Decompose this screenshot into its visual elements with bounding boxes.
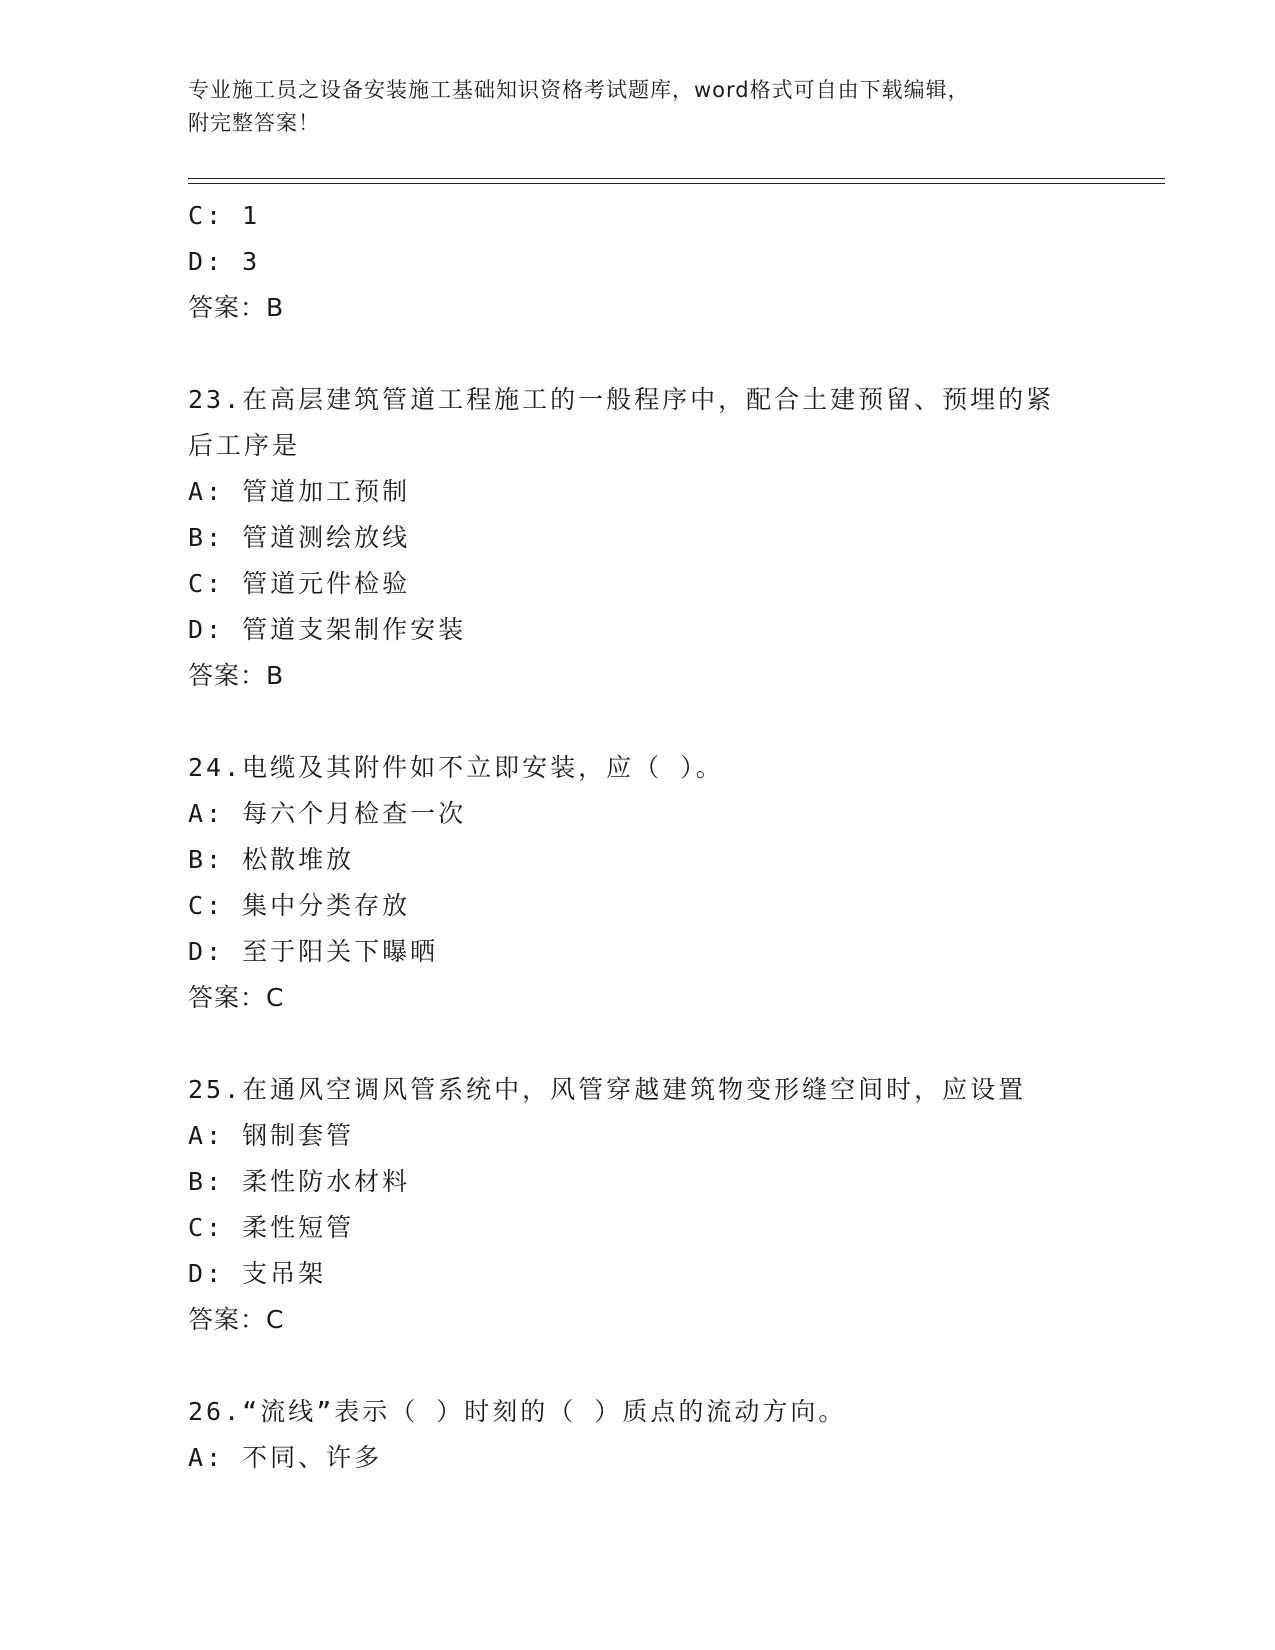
spacer: [188, 699, 1148, 745]
answer: 答案：C: [188, 1305, 285, 1334]
header-line-1: 专业施工员之设备安装施工基础知识资格考试题库，word格式可自由下载编辑，: [188, 78, 970, 102]
document-body: [188, 193, 1148, 1481]
spacer: [188, 331, 1148, 377]
option-b: B: 柔性防水材料: [188, 1167, 411, 1196]
question-22-tail: [188, 193, 1148, 331]
spacer: [188, 1021, 1148, 1067]
question-stem: 24.电缆及其附件如不立即安装，应（ ）。: [188, 753, 724, 782]
option-d: D: 管道支架制作安装: [188, 615, 467, 644]
option-a: A: 不同、许多: [188, 1443, 383, 1472]
option-d: D: 3: [188, 247, 261, 276]
question-stem: 25.在通风空调风管系统中，风管穿越建筑物变形缝空间时，应设置: [188, 1075, 1027, 1104]
option-b: B: 管道测绘放线: [188, 523, 411, 552]
header-line-2: 附完整答案！: [188, 111, 320, 135]
answer: 答案：B: [188, 293, 285, 322]
header-divider-top: [188, 178, 1165, 179]
document-header: [188, 74, 1088, 140]
option-d: D: 至于阳关下曝晒: [188, 937, 439, 966]
option-a: A: 每六个月检查一次: [188, 799, 467, 828]
answer: 答案：C: [188, 983, 285, 1012]
question-23: [188, 377, 1148, 699]
option-a: A: 钢制套管: [188, 1121, 355, 1150]
question-26: [188, 1389, 1148, 1481]
option-c: C: 1: [188, 201, 261, 230]
question-stem: 23.在高层建筑管道工程施工的一般程序中，配合土建预留、预埋的紧: [188, 385, 1055, 414]
option-d: D: 支吊架: [188, 1259, 327, 1288]
question-stem: 26.“流线”表示（ ）时刻的（ ）质点的流动方向。: [188, 1397, 847, 1426]
question-24: [188, 745, 1148, 1021]
question-stem-continued: 后工序是: [188, 431, 301, 460]
option-c: C: 管道元件检验: [188, 569, 411, 598]
option-b: B: 松散堆放: [188, 845, 355, 874]
option-a: A: 管道加工预制: [188, 477, 411, 506]
option-c: C: 柔性短管: [188, 1213, 355, 1242]
header-divider-bottom: [188, 183, 1165, 184]
question-25: [188, 1067, 1148, 1343]
spacer: [188, 1343, 1148, 1389]
answer: 答案：B: [188, 661, 285, 690]
option-c: C: 集中分类存放: [188, 891, 411, 920]
